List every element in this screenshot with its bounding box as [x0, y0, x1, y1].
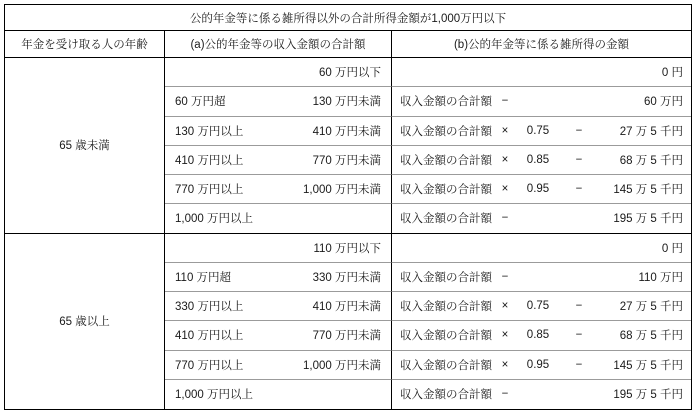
income-range-cell [165, 234, 392, 263]
range-high: 1,000 万円未満 [303, 184, 381, 197]
formula-amount: 0 円 [661, 67, 683, 80]
formula-operator: × [501, 183, 509, 196]
range-high: 110 万円以下 [313, 242, 381, 255]
formula-label: 収入金額の合計額 [400, 359, 492, 372]
range-high: 330 万円未満 [312, 271, 381, 284]
formula-amount: 145 万 5 千円 [613, 359, 683, 372]
formula-operator: × [501, 153, 509, 166]
formula-operator: × [501, 358, 509, 371]
formula-label: 収入金額の合計額 [400, 184, 492, 197]
formula-cell [392, 175, 691, 204]
formula-factor: 0.75 [526, 124, 550, 137]
income-range-cell [165, 263, 392, 292]
range-low: 130 万円以上 [175, 125, 244, 138]
formula-factor: 0.95 [526, 183, 550, 196]
formula-operator: × [501, 300, 509, 313]
formula-operator: − [575, 153, 583, 166]
income-range-cell [165, 175, 392, 204]
formula-label: 収入金額の合計額 [400, 389, 492, 402]
age-group-65-and-over: 65 歳以上 [5, 234, 165, 410]
range-low: 330 万円以上 [175, 301, 244, 314]
formula-label: 収入金額の合計額 [400, 154, 492, 167]
formula-cell [392, 146, 691, 175]
formula-operator: − [501, 270, 509, 283]
formula-cell [392, 351, 691, 380]
formula-amount: 145 万 5 千円 [613, 184, 683, 197]
formula-label: 収入金額の合計額 [400, 271, 492, 284]
formula-operator: × [501, 329, 509, 342]
formula-cell [392, 263, 691, 292]
income-range-cell [165, 117, 392, 146]
income-range-cell [165, 58, 392, 87]
income-range-cell [165, 351, 392, 380]
formula-factor: 0.95 [526, 358, 550, 371]
income-range-cell [165, 380, 392, 409]
formula-amount: 60 万円 [644, 96, 683, 109]
range-high: 60 万円以下 [319, 67, 381, 80]
range-low: 110 万円超 [175, 271, 232, 284]
range-high: 130 万円未満 [312, 96, 381, 109]
table-title: 公的年金等に係る雑所得以外の合計所得金額が1,000万円以下 [5, 5, 691, 31]
range-low: 1,000 万円以上 [175, 389, 253, 402]
formula-amount: 27 万 5 千円 [619, 301, 683, 314]
formula-operator: × [501, 124, 509, 137]
formula-operator: − [575, 183, 583, 196]
range-high: 410 万円未満 [312, 125, 381, 138]
age-group-under-65: 65 歳未満 [5, 58, 165, 234]
income-range-cell [165, 204, 392, 233]
formula-amount: 0 円 [661, 242, 683, 255]
formula-operator: − [501, 388, 509, 401]
formula-cell [392, 87, 691, 116]
formula-cell [392, 380, 691, 409]
formula-operator: − [575, 329, 583, 342]
formula-label: 収入金額の合計額 [400, 125, 492, 138]
formula-cell [392, 204, 691, 233]
formula-amount: 110 万円 [638, 271, 683, 284]
formula-cell [392, 117, 691, 146]
formula-label: 収入金額の合計額 [400, 330, 492, 343]
pension-deduction-table [4, 4, 692, 410]
range-low: 1,000 万円以上 [175, 213, 253, 226]
income-range-cell [165, 321, 392, 350]
formula-label: 収入金額の合計額 [400, 301, 492, 314]
column-header-age: 年金を受け取る人の年齢 [5, 31, 165, 58]
income-range-cell [165, 146, 392, 175]
range-low: 410 万円以上 [175, 154, 244, 167]
formula-cell [392, 321, 691, 350]
formula-cell [392, 292, 691, 321]
formula-cell [392, 58, 691, 87]
formula-factor: 0.75 [526, 300, 550, 313]
range-high: 770 万円未満 [312, 154, 381, 167]
range-high: 1,000 万円未満 [303, 359, 381, 372]
formula-factor: 0.85 [526, 329, 550, 342]
range-high: 410 万円未満 [312, 301, 381, 314]
column-header-misc-income: (b)公的年金等に係る雑所得の金額 [392, 31, 691, 58]
formula-operator: − [575, 300, 583, 313]
range-high: 770 万円未満 [312, 330, 381, 343]
income-range-cell [165, 292, 392, 321]
formula-operator: − [501, 212, 509, 225]
formula-factor: 0.85 [526, 153, 550, 166]
formula-amount: 27 万 5 千円 [619, 125, 683, 138]
range-low: 770 万円以上 [175, 184, 244, 197]
formula-label: 収入金額の合計額 [400, 213, 492, 226]
formula-amount: 68 万 5 千円 [619, 154, 683, 167]
income-range-cell [165, 87, 392, 116]
range-low: 60 万円超 [175, 96, 226, 109]
formula-amount: 195 万 5 千円 [613, 389, 683, 402]
formula-operator: − [575, 358, 583, 371]
formula-operator: − [501, 95, 509, 108]
column-header-income-total: (a)公的年金等の収入金額の合計額 [165, 31, 392, 58]
formula-cell [392, 234, 691, 263]
formula-amount: 68 万 5 千円 [619, 330, 683, 343]
range-low: 770 万円以上 [175, 359, 244, 372]
range-low: 410 万円以上 [175, 330, 244, 343]
formula-amount: 195 万 5 千円 [613, 213, 683, 226]
formula-label: 収入金額の合計額 [400, 96, 492, 109]
formula-operator: − [575, 124, 583, 137]
